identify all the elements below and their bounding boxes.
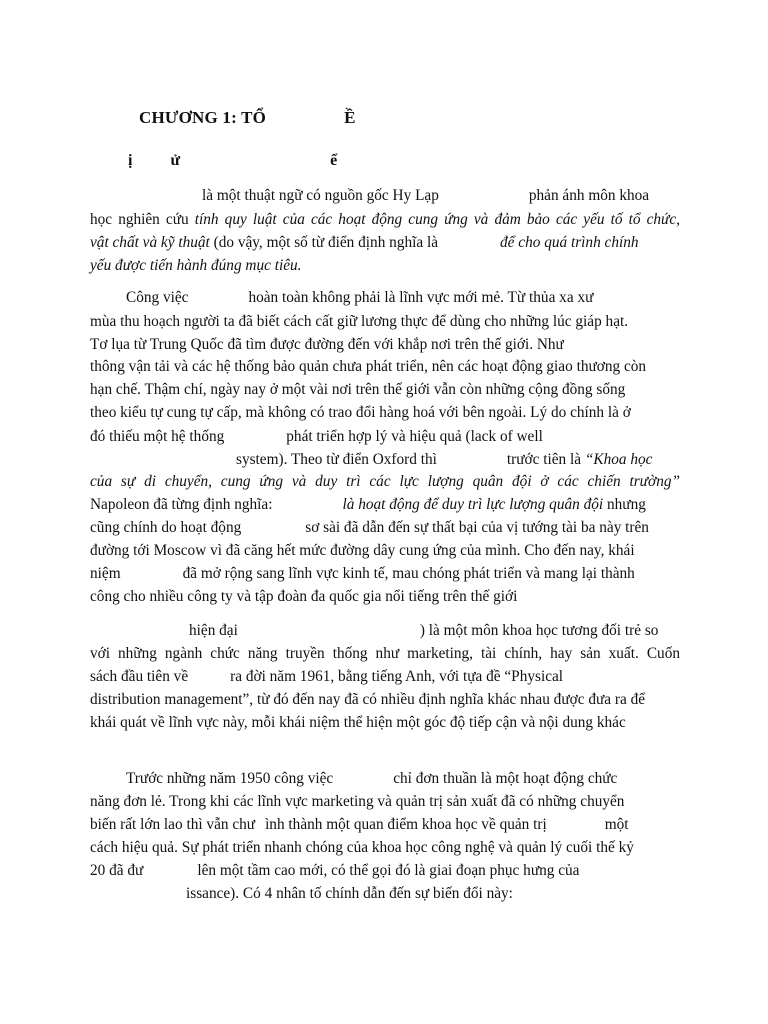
paragraph-1-line: [90, 233, 680, 253]
paragraph-4-line: [90, 838, 680, 858]
paragraph-4-line: [90, 861, 680, 881]
section-title-part3: ể: [330, 152, 338, 169]
paragraph-3-line: [90, 690, 680, 710]
text-span: Trước những năm 1950 công việc: [126, 770, 334, 787]
text-span: distribution management”, từ đó đến nay đã có nhiều định nghĩa khác nhau được đưa ra để: [90, 691, 646, 708]
text-span: lên một tầm cao mới, có thể gọi đó là giai đoạn phục hưng của: [197, 862, 580, 879]
italic-text: yếu được tiến hành đúng mục tiêu.: [90, 257, 302, 274]
paragraph-2-line: [90, 357, 680, 377]
paragraph-2-line: [90, 472, 680, 492]
text-span: issance). Có 4 nhân tố chính dẫn đến sự biến đổi này:: [186, 885, 513, 902]
paragraph-4-line: [90, 815, 680, 835]
paragraph-2-line: [90, 380, 680, 400]
text-span: với những ngành chức năng truyền thống như marketing, tài chính, hay sản xuất. Cuốn: [90, 645, 680, 662]
text-span: trước tiên là: [506, 451, 585, 468]
text-span: ra đời năm 1961, bằng tiếng Anh, với tựa đề “Physical: [230, 668, 564, 685]
text-span: đó thiếu một hệ thống: [90, 428, 225, 445]
paragraph-3-line: [90, 644, 680, 664]
text-span: (do vậy, một số từ điển định nghĩa là: [209, 234, 439, 251]
text-span: năng đơn lẻ. Trong khi các lĩnh vực marketing và quản trị sản xuất đã có những chuyển: [90, 793, 625, 810]
text-span: ình thành một quan điểm khoa học về quản trị: [265, 816, 547, 833]
paragraph-2-line: [90, 427, 680, 447]
text-span: biến rất lớn lao thì vẫn chư: [90, 816, 256, 833]
paragraph-2-line: [90, 450, 680, 470]
text-span: Tơ lụa từ Trung Quốc đã tìm được đường đến với khắp nơi trên thế giới. Như: [90, 336, 564, 353]
text-span: hiện đại: [189, 622, 238, 639]
italic-text: vật chất và kỹ thuật: [90, 234, 210, 251]
paragraph-4-line: [90, 884, 680, 904]
paragraph-2-line: [90, 312, 680, 332]
paragraph-2-line: [90, 335, 680, 355]
text-span: Công việc: [126, 289, 189, 306]
text-span: học nghiên cứu: [90, 211, 195, 228]
text-span: cũng chính do hoạt động: [90, 519, 242, 536]
text-span: mùa thu hoạch người ta đã biết cách cất giữ lương thực để dùng cho những lúc giáp hạt.: [90, 313, 629, 330]
text-span: system). Theo từ điển Oxford thì: [236, 451, 437, 468]
paragraph-2-line: [90, 518, 680, 538]
paragraph-2-line: [90, 495, 680, 515]
italic-text: là hoạt động để duy trì lực lượng quân đội: [342, 496, 604, 513]
text-span: nhưng: [603, 496, 646, 513]
text-span: công cho nhiều công ty và tập đoàn đa quốc gia nổi tiếng trên thế giới: [90, 588, 518, 605]
text-span: hạn chế. Thậm chí, ngày nay ở một vài nơi trên thế giới vẫn còn những cộng đồng sống: [90, 381, 626, 398]
paragraph-1-line: [90, 210, 680, 230]
italic-text: “Khoa học: [584, 451, 653, 468]
text-span: ) là một môn khoa học tương đối trẻ so: [419, 622, 659, 639]
paragraph-3-line: [90, 621, 680, 641]
text-span: đường tới Moscow vì đã căng hết mức đường dây cung ứng của mình. Cho đến nay, khái: [90, 542, 635, 559]
paragraph-2-line: [90, 564, 680, 584]
paragraph-2-line: [90, 587, 680, 607]
text-span: chỉ đơn thuần là một hoạt động chức: [393, 770, 618, 787]
paragraph-2-line: [90, 288, 680, 308]
section-title-part2: ử: [170, 152, 181, 169]
text-span: hoàn toàn không phải là lĩnh vực mới mẻ. Từ thủa xa xư: [248, 289, 594, 306]
text-span: Napoleon đã từng định nghĩa:: [90, 496, 273, 513]
text-span: phát triển hợp lý và hiệu quả (lack of well: [286, 428, 543, 445]
italic-text: để cho quá trình chính: [500, 234, 639, 251]
text-span: phản ánh môn khoa: [528, 187, 650, 204]
chapter-title-part1: CHƯƠNG 1: TỔ: [139, 108, 267, 127]
text-span: niệm: [90, 565, 121, 582]
paragraph-2-line: [90, 541, 680, 561]
text-span: sách đầu tiên về: [90, 668, 189, 685]
paragraph-2-line: [90, 403, 680, 423]
paragraph-1-line: [90, 186, 680, 206]
paragraph-4-line: [90, 769, 680, 789]
section-title: [128, 152, 337, 170]
text-span: thông vận tải và các hệ thống bảo quản chưa phát triển, nên các hoạt động giao thương còn: [90, 358, 647, 375]
text-span: 20 đã đư: [90, 862, 144, 879]
italic-text: của sự di chuyển, cung ứng và duy trì các lực lượng quân đội ở các chiến trường”: [90, 473, 680, 490]
text-span: theo kiểu tự cung tự cấp, mà không có trao đổi hàng hoá với bên ngoài. Lý do chính là ở: [90, 404, 631, 421]
paragraph-3-line: [90, 713, 680, 733]
text-span: khái quát về lĩnh vực này, mỗi khái niệm thể hiện một góc độ tiếp cận và nội dung khác: [90, 714, 626, 731]
section-title-part1: ị: [128, 152, 133, 169]
text-span: đã mở rộng sang lĩnh vực kinh tế, mau chóng phát triển và mang lại thành: [182, 565, 635, 582]
text-span: cách hiệu quả. Sự phát triển nhanh chóng của khoa học công nghệ và quản lý cuối thế kỷ: [90, 839, 634, 856]
text-span: sơ sài đã dẫn đến sự thất bại của vị tướng tài ba này trên: [305, 519, 649, 536]
chapter-title: [139, 108, 356, 128]
text-span: một: [604, 816, 629, 833]
text-span: là một thuật ngữ có nguồn gốc Hy Lạp: [202, 187, 439, 204]
paragraph-1-line: [90, 256, 680, 276]
chapter-title-part2: Ề: [344, 108, 356, 127]
paragraph-3-line: [90, 667, 680, 687]
italic-text: tính quy luật của các hoạt động cung ứng và đảm bảo các yếu tố tổ chức,: [194, 211, 681, 228]
paragraph-4-line: [90, 792, 680, 812]
